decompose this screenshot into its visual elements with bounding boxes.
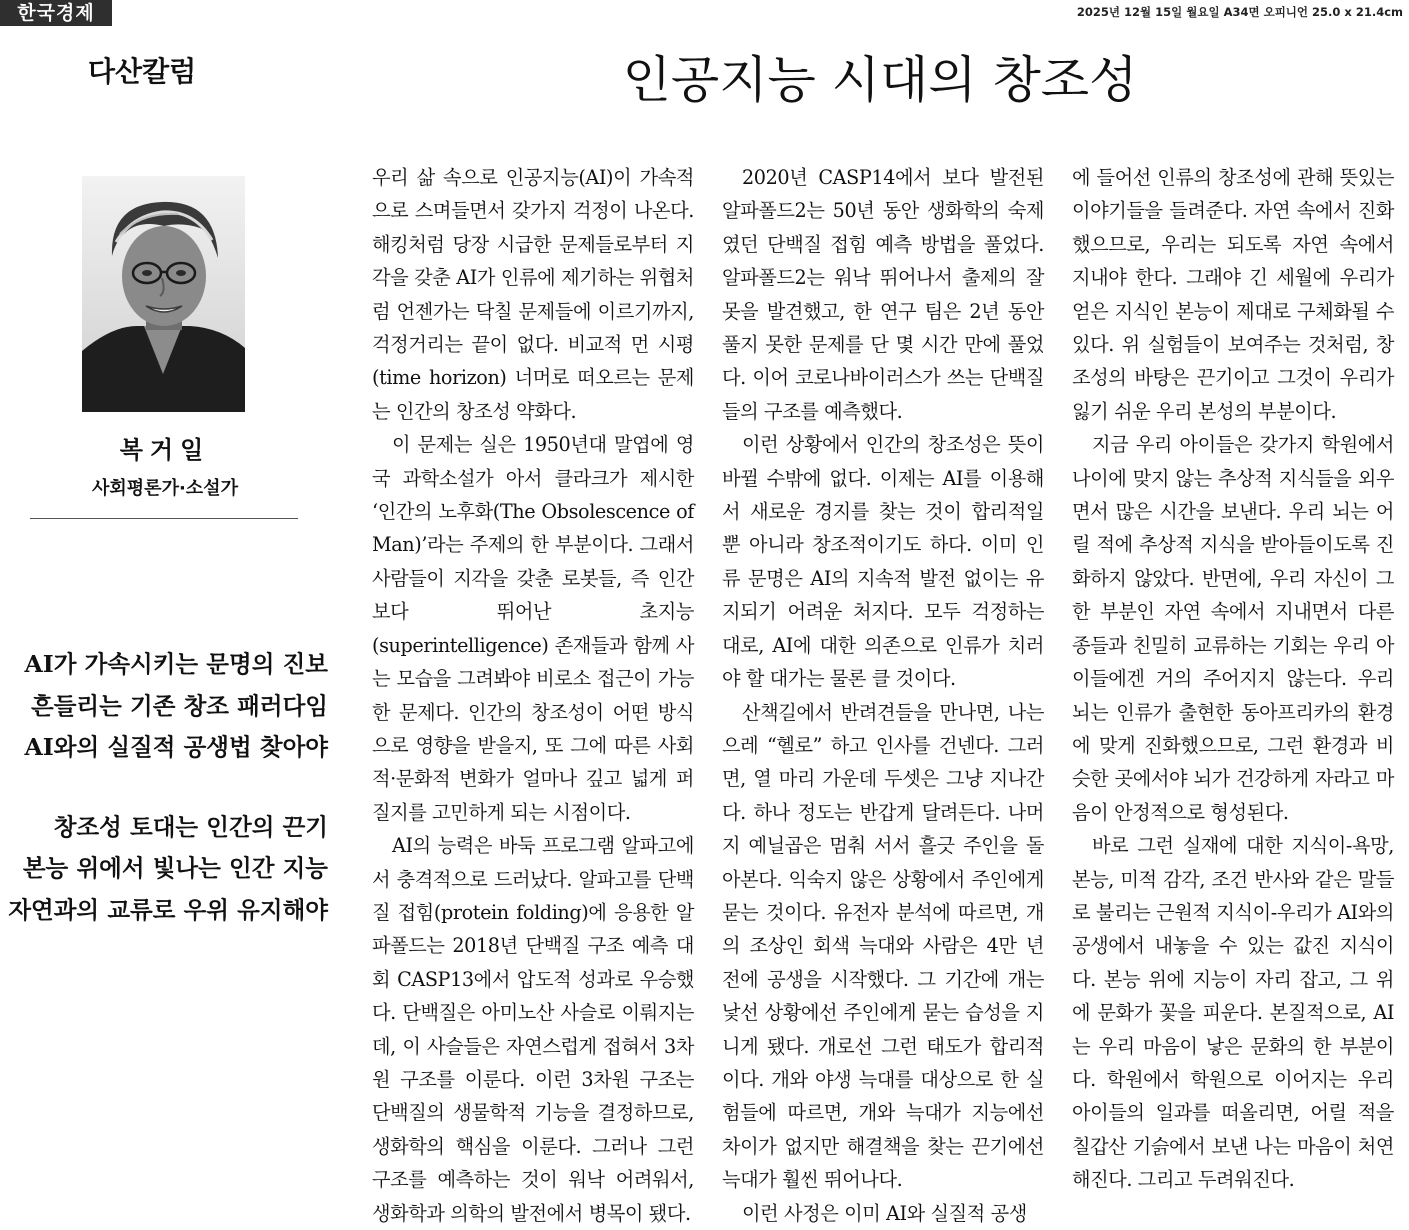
article-paragraph: 우리 삶 속으로 인공지능(AI)이 가속적으로 스며들면서 갖가지 걱정이 나온다. 해킹처럼 당장 시급한 문제들로부터 지각을 갖춘 AI가 인류에 제기하는 위협처럼 언젠가는 닥칠 문제들에 이르기까지, 걱정거리는 끝이 없다. 비교적 먼 시평(time horizon) 너머로 떠오르는 문제는 인간의 창조성 약화다. — [372, 166, 694, 423]
article-paragraph: 이런 상황에서 인간의 창조성은 뜻이 바뀔 수밖에 없다. 이제는 AI를 이용해서 새로운 경지를 찾는 것이 합리적일 뿐 아니라 창조적이기도 하다. 이미 인류 문명은 AI의 지속적 발전 없이는 유지되기 어려운 처지다. 모두 걱정하는 대로, AI에 대한 의존으로 인류가 치러야 할 대가는 물론 클 것이다. — [722, 433, 1044, 691]
pull-quote-group — [8, 644, 328, 769]
divider — [30, 518, 298, 519]
article-paragraph: 산책길에서 반려견들을 만나면, 나는 으레 “헬로” 하고 인사를 건넨다. 그러면, 열 마리 가운데 두셋은 그냥 지나간다. 하나 정도는 반갑게 달려든다. 나머지 예닐곱은 멈춰 서서 흘긋 주인을 돌아본다. 익숙지 않은 상황에서 주인에게 묻는 것이다. 유전자 분석에 따르면, 개의 조상인 회색 늑대와 사람은 4만 년 전에 공생을 시작했다. 그 기간에 개는 낯선 상황에선 주인에게 묻는 습성을 지니게 됐다. 개로선 그런 태도가 합리적이다. 개와 야생 늑대를 대상으로 한 실험들에 따르면, 개와 늑대가 지능에선 차이가 없지만 해결책을 찾는 끈기에선 늑대가 훨씬 뛰어나다. — [722, 700, 1044, 1192]
author-name: 복거일 — [119, 435, 211, 464]
article-column-1 — [372, 161, 694, 1230]
article-paragraph: AI의 능력은 바둑 프로그램 알파고에서 충격적으로 드러났다. 알파고를 단백질 접힘(protein folding)에 응용한 알파폴드는 2018년 단백질 구조 예측 대회 CASP13에서 압도적 성과로 우승했다. 단백질은 아미노산 사슬로 이뤄지는데, 이 사슬들은 자연스럽게 접혀서 3차원 구조를 이룬다. 이런 3차원 구조는 단백질의 생물학적 기능을 결정하므로, 생화학의 핵심을 이룬다. 그러나 그런 구조를 예측하는 것이 워낙 어려워서, 생화학과 의학의 발전에서 병목이 됐다. — [372, 834, 694, 1225]
pull-quote-group — [8, 807, 328, 932]
pull-quote-line: 자연과의 교류로 우위 유지해야 — [8, 895, 328, 924]
author-title: 사회평론가·소설가 — [92, 478, 238, 499]
pull-quote-line: 흔들리는 기존 창조 패러다임 — [31, 691, 328, 720]
headline: 인공지능 시대의 창조성 — [622, 51, 1138, 109]
pull-quote-line: AI가 가속시키는 문명의 진보 — [24, 650, 328, 678]
masthead-logo: 한국경제 — [0, 0, 112, 26]
pull-quotes — [8, 644, 328, 969]
section-label: 다산칼럼 — [88, 55, 197, 88]
article-paragraph: 이 문제는 실은 1950년대 말엽에 영국 과학소설가 아서 클라크가 제시한 ‘인간의 노후화(The Obsolescence of Man)’라는 주제의 한 부분이다. 그래서 사람들이 지각을 갖춘 로봇들, 즉 인간보다 뛰어난 초지능(superintelligence) 존재들과 함께 사는 모습을 그려봐야 비로소 접근이 가능한 문제다. 인간의 창조성이 어떤 방식으로 영향을 받을지, 또 그에 따른 사회적·문화적 변화가 얼마나 깊고 넓게 퍼질지를 고민하게 되는 시점이다. — [372, 433, 694, 824]
pull-quote-line: 창조성 토대는 인간의 끈기 — [53, 812, 328, 841]
article-paragraph: 지금 우리 아이들은 갖가지 학원에서 나이에 맞지 않는 추상적 지식들을 외우면서 많은 시간을 보낸다. 우리 뇌는 어릴 적에 추상적 지식을 받아들이도록 진화하지 않았다. 반면에, 우리 자신이 그 한 부분인 자연 속에서 지내면서 다른 종들과 친밀히 교류하는 기회는 우리 아이들에겐 거의 주어지지 않는다. 우리 뇌는 인류가 출현한 동아프리카의 환경에 맞게 진화했으므로, 그런 환경과 비슷한 곳에서야 뇌가 건강하게 자라고 마음이 안정적으로 형성된다. — [1072, 433, 1394, 824]
pull-quote-line: AI와의 실질적 공생법 찾아야 — [24, 733, 328, 761]
article-column-3 — [1072, 161, 1394, 1197]
article-column-2 — [722, 161, 1044, 1230]
article-paragraph: 에 들어선 인류의 창조성에 관해 뜻있는 이야기들을 들려준다. 자연 속에서 진화했으므로, 우리는 되도록 자연 속에서 지내야 한다. 그래야 긴 세월에 우리가 얻은 지식인 본능이 제대로 구체화될 수 있다. 위 실험들이 보여주는 것처럼, 창조성의 바탕은 끈기이고 그것이 우리가 잃기 쉬운 우리 본성의 부분이다. — [1072, 166, 1394, 423]
publication-info: 2025년 12월 15일 월요일 A34면 오피니언 25.0 x 21.4cm — [1076, 5, 1403, 19]
article-paragraph: 이런 사정은 이미 AI와 실질적 공생 — [742, 1201, 1027, 1225]
article-paragraph: 2020년 CASP14에서 보다 발전된 알파폴드2는 50년 동안 생화학의 숙제였던 단백질 접힘 예측 방법을 풀었다. 알파폴드2는 워낙 뛰어나서 출제의 잘못을 발견했고, 한 연구 팀은 2년 동안 풀지 못한 문제를 단 몇 시간 만에 풀었다. 이어 코로나바이러스가 쓰는 단백질들의 구조를 예측했다. — [722, 166, 1044, 423]
author-photo — [82, 176, 245, 412]
article-paragraph: 바로 그런 실재에 대한 지식이-욕망, 본능, 미적 감각, 조건 반사와 같은 말들로 불리는 근원적 지식이-우리가 AI와의 공생에서 내놓을 수 있는 값진 지식이다. 본능 위에 지능이 자리 잡고, 그 위에 문화가 꽃을 피운다. 본질적으로, AI는 우리 마음이 낳은 문화의 한 부분이다. 학원에서 학원으로 이어지는 우리 아이들의 일과를 떠올리면, 어릴 적을 칠갑산 기슭에서 보낸 나는 마음이 처연해진다. 그리고 두려워진다. — [1072, 834, 1394, 1192]
pull-quote-line: 본능 위에서 빛나는 인간 지능 — [22, 854, 328, 882]
